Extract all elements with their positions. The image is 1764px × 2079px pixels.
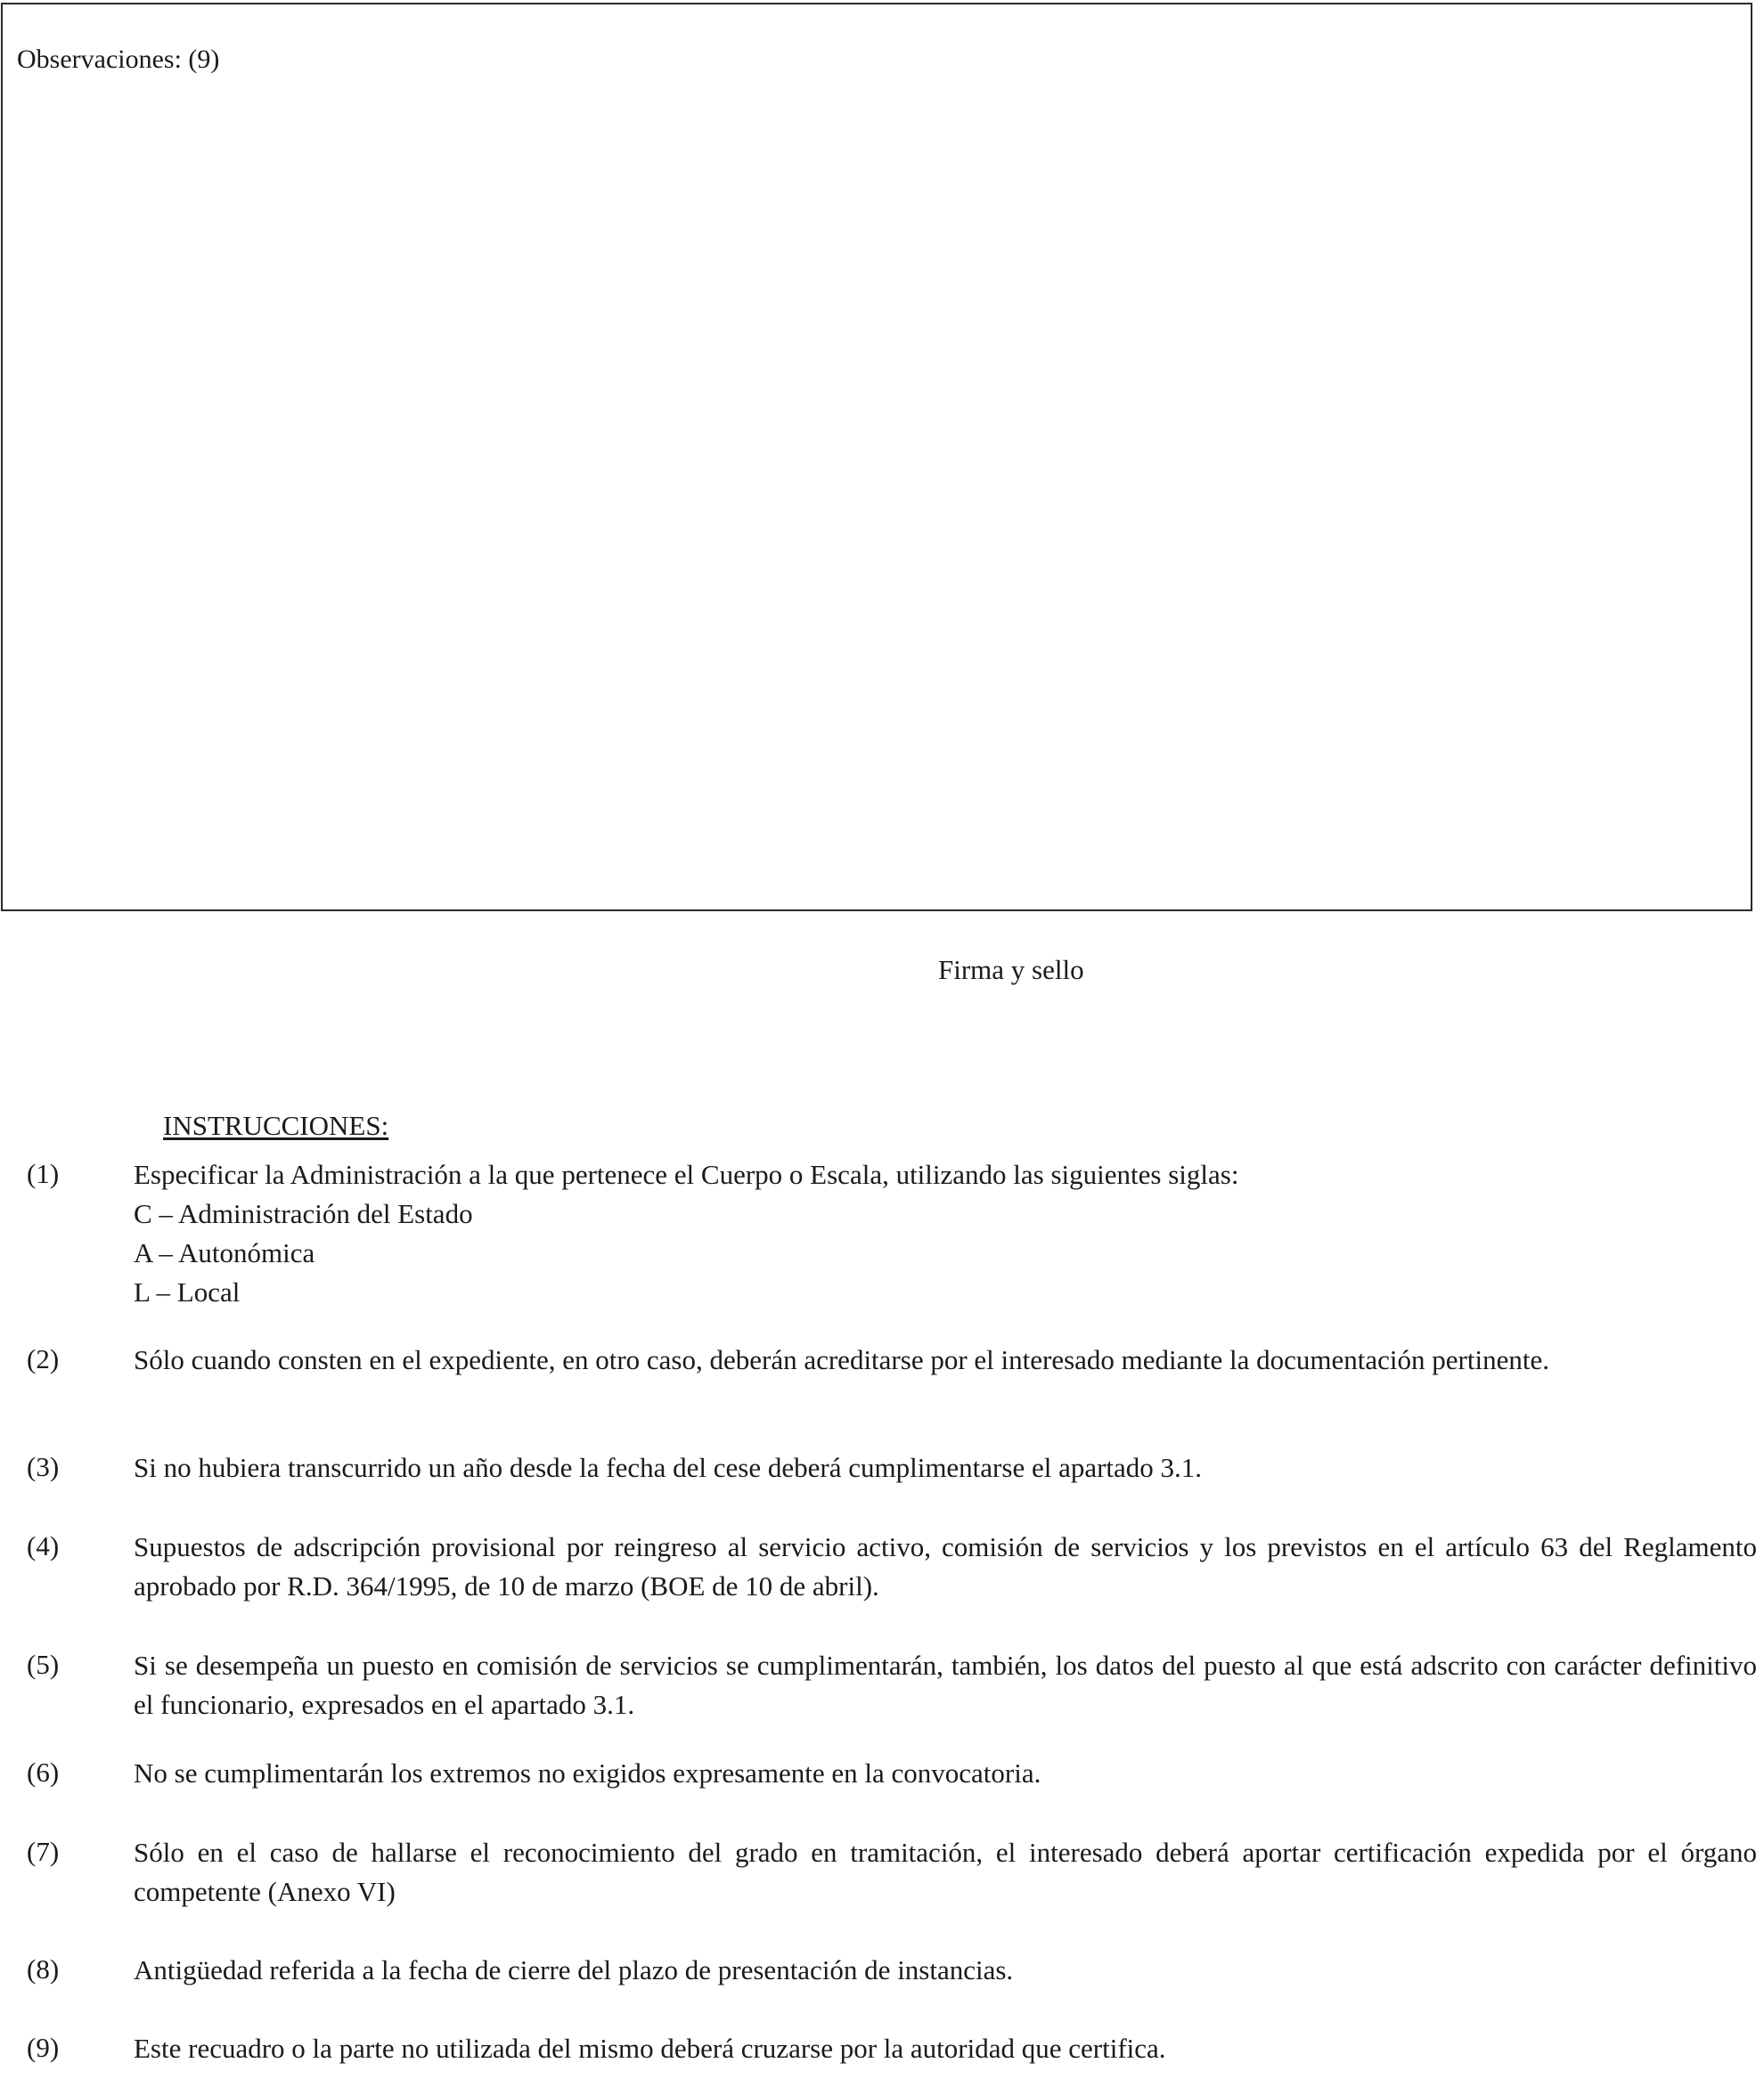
firma-y-sello-label: Firma y sello: [938, 954, 1084, 985]
instruccion-text: Sólo en el caso de hallarse el reconocimiento del grado en tramitación, el interesado deberá aportar certificación expedida por el órgano competente (Anexo VI): [134, 1837, 1757, 1907]
instruccion-number: (5): [27, 1649, 60, 1680]
sigla-item: L – Local: [134, 1276, 241, 1308]
instruccion-text: No se cumplimentarán los extremos no exigidos expresamente en la convocatoria.: [134, 1757, 1041, 1789]
sigla-item: C – Administración del Estado: [134, 1198, 473, 1229]
instruccion-text: Sólo cuando consten en el expediente, en otro caso, deberán acreditarse por el interesado mediante la documentación pertinente.: [134, 1344, 1549, 1375]
instruccion-number: (7): [27, 1836, 60, 1867]
instruccion-text: Si se desempeña un puesto en comisión de servicios se cumplimentarán, también, los datos del puesto al que está adscrito con carácter definitivo el funcionario, expresados en el apartado 3.1.: [134, 1650, 1757, 1720]
instruccion-text: Si no hubiera transcurrido un año desde la fecha del cese deberá cumplimentarse el apartado 3.1.: [134, 1452, 1203, 1483]
instruccion-number: (2): [27, 1343, 60, 1374]
sigla-item: A – Autonómica: [134, 1237, 315, 1268]
instruccion-text: Este recuadro o la parte no utilizada del mismo deberá cruzarse por la autoridad que certifica.: [134, 2033, 1166, 2064]
instruccion-number: (6): [27, 1757, 60, 1788]
instruccion-text: Supuestos de adscripción provisional por reingreso al servicio activo, comisión de servicios y los previstos en el artículo 63 del Reglamento aprobado por R.D. 364/1995, de 10 de marzo (BOE de 10 de abril).: [134, 1531, 1757, 1602]
instrucciones-title: INSTRUCCIONES:: [163, 1110, 389, 1141]
instruccion-number: (9): [27, 2032, 60, 2063]
instruccion-number: (8): [27, 1953, 60, 1985]
instruccion-number: (1): [27, 1158, 60, 1189]
instruccion-text: Especificar la Administración a la que pertenece el Cuerpo o Escala, utilizando las siguientes siglas:: [134, 1159, 1239, 1190]
instruccion-text: Antigüedad referida a la fecha de cierre del plazo de presentación de instancias.: [134, 1954, 1014, 1985]
observaciones-label: Observaciones: (9): [17, 45, 220, 74]
instruccion-number: (3): [27, 1451, 60, 1482]
instruccion-number: (4): [27, 1530, 60, 1561]
